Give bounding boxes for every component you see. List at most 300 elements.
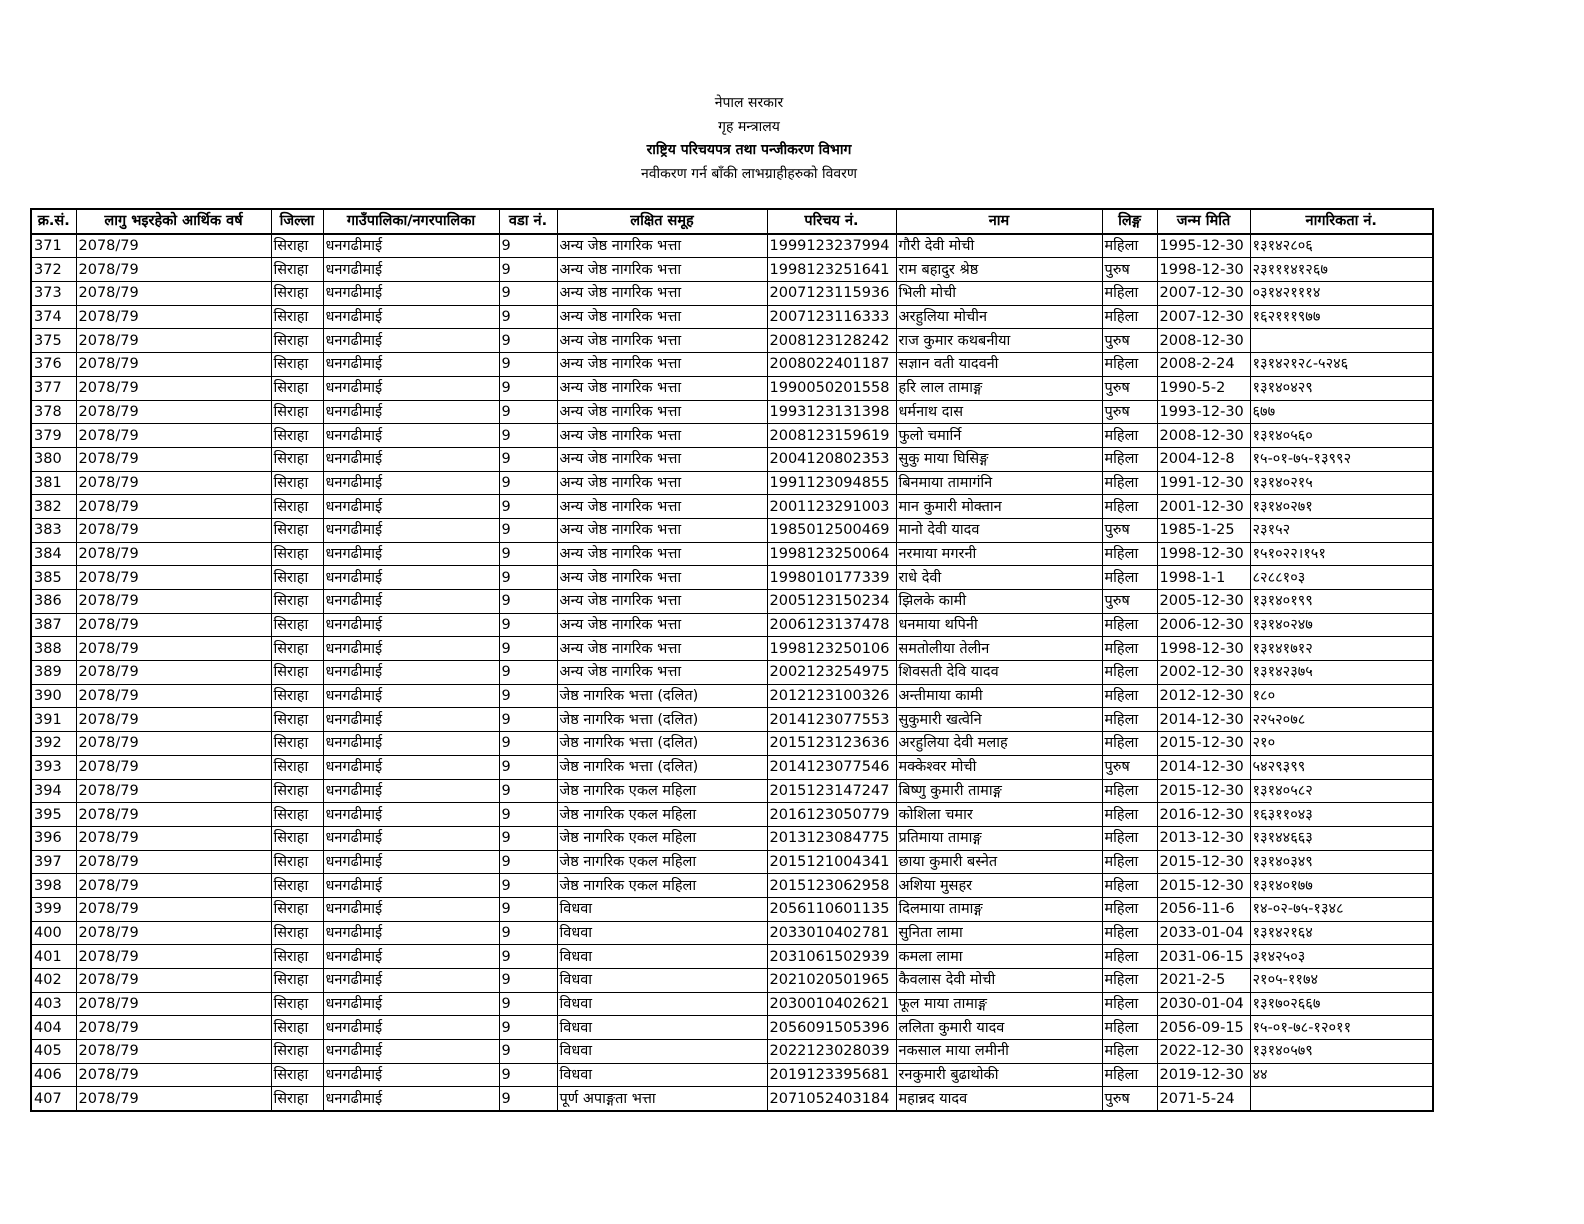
name-cell: धनमाया थपिनी	[896, 613, 1102, 637]
municipality-cell: धनगढीमाई	[323, 637, 499, 661]
name-cell: राम बहादुर श्रेष्ठ	[896, 258, 1102, 282]
ward-cell: 9	[499, 542, 557, 566]
ward-cell: 9	[499, 992, 557, 1016]
fiscal-year-cell: 2078/79	[76, 282, 271, 306]
ward-cell: 9	[499, 874, 557, 898]
fiscal-year-cell: 2078/79	[76, 826, 271, 850]
fiscal-year-cell: 2078/79	[76, 258, 271, 282]
citizenship-cell: १३१४२१६४	[1250, 921, 1433, 945]
table-row	[31, 850, 1433, 874]
target-group-cell: विधवा	[557, 921, 767, 945]
table-row	[31, 542, 1433, 566]
target-group-cell: अन्य जेष्ठ नागरिक भत्ता	[557, 258, 767, 282]
birth-date-cell: 1991-12-30	[1157, 471, 1250, 495]
ward-cell: 9	[499, 708, 557, 732]
ward-cell: 9	[499, 921, 557, 945]
municipality-cell: धनगढीमाई	[323, 1040, 499, 1064]
table-row	[31, 424, 1433, 448]
ward-cell: 9	[499, 969, 557, 993]
column-header: नागरिकता नं.	[1250, 209, 1433, 234]
gender-cell: महिला	[1102, 234, 1157, 258]
municipality-cell: धनगढीमाई	[323, 1063, 499, 1087]
table-row	[31, 969, 1433, 993]
beneficiary-table	[30, 208, 1434, 1112]
gender-cell: महिला	[1102, 1063, 1157, 1087]
municipality-cell: धनगढीमाई	[323, 661, 499, 685]
ward-cell: 9	[499, 234, 557, 258]
column-header: लागु भइरहेको आर्थिक वर्ष	[76, 209, 271, 234]
table-header-row	[31, 209, 1433, 234]
name-cell: छाया कुमारी बस्नेत	[896, 850, 1102, 874]
table-row	[31, 258, 1433, 282]
municipality-cell: धनगढीमाई	[323, 708, 499, 732]
target-group-cell: विधवा	[557, 945, 767, 969]
table-row	[31, 234, 1433, 258]
table-row	[31, 305, 1433, 329]
column-header: नाम	[896, 209, 1102, 234]
target-group-cell: अन्य जेष्ठ नागरिक भत्ता	[557, 590, 767, 614]
district-cell: सिराहा	[271, 424, 323, 448]
table-row	[31, 1040, 1433, 1064]
citizenship-cell: १३१४०२१५	[1250, 471, 1433, 495]
name-cell: नकसाल माया लमीनी	[896, 1040, 1102, 1064]
district-cell: सिराहा	[271, 282, 323, 306]
target-group-cell: अन्य जेष्ठ नागरिक भत्ता	[557, 447, 767, 471]
fiscal-year-cell: 2078/79	[76, 590, 271, 614]
gender-cell: महिला	[1102, 945, 1157, 969]
serial-cell: 386	[31, 590, 76, 614]
fiscal-year-cell: 2078/79	[76, 803, 271, 827]
id-number-cell: 1993123131398	[767, 400, 896, 424]
district-cell: सिराहा	[271, 613, 323, 637]
birth-date-cell: 2015-12-30	[1157, 850, 1250, 874]
citizenship-cell: १३१४०१९९	[1250, 590, 1433, 614]
citizenship-cell: १३१४०५६०	[1250, 424, 1433, 448]
birth-date-cell: 2007-12-30	[1157, 282, 1250, 306]
id-number-cell: 1998123250064	[767, 542, 896, 566]
serial-cell: 374	[31, 305, 76, 329]
target-group-cell: विधवा	[557, 1016, 767, 1040]
district-cell: सिराहा	[271, 329, 323, 353]
column-header: लिङ्ग	[1102, 209, 1157, 234]
target-group-cell: अन्य जेष्ठ नागरिक भत्ता	[557, 305, 767, 329]
citizenship-cell: १३१४०१७७	[1250, 874, 1433, 898]
municipality-cell: धनगढीमाई	[323, 684, 499, 708]
ward-cell: 9	[499, 400, 557, 424]
name-cell: सुकु माया घिसिङ्ग	[896, 447, 1102, 471]
fiscal-year-cell: 2078/79	[76, 661, 271, 685]
ward-cell: 9	[499, 305, 557, 329]
birth-date-cell: 1993-12-30	[1157, 400, 1250, 424]
fiscal-year-cell: 2078/79	[76, 1063, 271, 1087]
name-cell: अरहुलिया मोचीन	[896, 305, 1102, 329]
target-group-cell: जेष्ठ नागरिक भत्ता (दलित)	[557, 708, 767, 732]
district-cell: सिराहा	[271, 495, 323, 519]
target-group-cell: अन्य जेष्ठ नागरिक भत्ता	[557, 424, 767, 448]
fiscal-year-cell: 2078/79	[76, 424, 271, 448]
id-number-cell: 1998010177339	[767, 566, 896, 590]
ward-cell: 9	[499, 755, 557, 779]
ward-cell: 9	[499, 684, 557, 708]
ward-cell: 9	[499, 779, 557, 803]
birth-date-cell: 2006-12-30	[1157, 613, 1250, 637]
municipality-cell: धनगढीमाई	[323, 424, 499, 448]
citizenship-cell	[1250, 329, 1433, 353]
id-number-cell: 2008022401187	[767, 353, 896, 377]
municipality-cell: धनगढीमाई	[323, 447, 499, 471]
district-cell: सिराहा	[271, 353, 323, 377]
gender-cell: महिला	[1102, 969, 1157, 993]
serial-cell: 381	[31, 471, 76, 495]
table-row	[31, 1063, 1433, 1087]
district-cell: सिराहा	[271, 1016, 323, 1040]
fiscal-year-cell: 2078/79	[76, 1087, 271, 1111]
gender-cell: पुरुष	[1102, 755, 1157, 779]
table-row	[31, 518, 1433, 542]
id-number-cell: 2008123159619	[767, 424, 896, 448]
id-number-cell: 2001123291003	[767, 495, 896, 519]
municipality-cell: धनगढीमाई	[323, 803, 499, 827]
district-cell: सिराहा	[271, 1040, 323, 1064]
gender-cell: पुरुष	[1102, 258, 1157, 282]
serial-cell: 376	[31, 353, 76, 377]
citizenship-cell: १३१४०३४९	[1250, 850, 1433, 874]
serial-cell: 372	[31, 258, 76, 282]
birth-date-cell: 2007-12-30	[1157, 305, 1250, 329]
citizenship-cell: १३१४१७१२	[1250, 637, 1433, 661]
district-cell: सिराहा	[271, 803, 323, 827]
name-cell: फूल माया तामाङ्ग	[896, 992, 1102, 1016]
ward-cell: 9	[499, 732, 557, 756]
serial-cell: 387	[31, 613, 76, 637]
target-group-cell: अन्य जेष्ठ नागरिक भत्ता	[557, 542, 767, 566]
gender-cell: महिला	[1102, 447, 1157, 471]
column-header: वडा नं.	[499, 209, 557, 234]
ward-cell: 9	[499, 803, 557, 827]
district-cell: सिराहा	[271, 400, 323, 424]
gender-cell: महिला	[1102, 732, 1157, 756]
gender-cell: पुरुष	[1102, 1087, 1157, 1111]
column-header: गाउँपालिका/नगरपालिका	[323, 209, 499, 234]
fiscal-year-cell: 2078/79	[76, 897, 271, 921]
fiscal-year-cell: 2078/79	[76, 708, 271, 732]
ward-cell: 9	[499, 826, 557, 850]
fiscal-year-cell: 2078/79	[76, 234, 271, 258]
citizenship-cell: १३१७०२६६७	[1250, 992, 1433, 1016]
header-government: नेपाल सरकार	[714, 95, 784, 111]
name-cell: शिवसती देवि यादव	[896, 661, 1102, 685]
district-cell: सिराहा	[271, 897, 323, 921]
fiscal-year-cell: 2078/79	[76, 495, 271, 519]
id-number-cell: 2022123028039	[767, 1040, 896, 1064]
table-row	[31, 1016, 1433, 1040]
id-number-cell: 2016123050779	[767, 803, 896, 827]
gender-cell: पुरुष	[1102, 590, 1157, 614]
document-header	[560, 92, 938, 186]
serial-cell: 377	[31, 376, 76, 400]
citizenship-cell: १६३११०४३	[1250, 803, 1433, 827]
birth-date-cell: 2015-12-30	[1157, 779, 1250, 803]
district-cell: सिराहा	[271, 258, 323, 282]
serial-cell: 390	[31, 684, 76, 708]
serial-cell: 385	[31, 566, 76, 590]
gender-cell: पुरुष	[1102, 329, 1157, 353]
citizenship-cell: १३१४०५७९	[1250, 1040, 1433, 1064]
ward-cell: 9	[499, 566, 557, 590]
fiscal-year-cell: 2078/79	[76, 850, 271, 874]
target-group-cell: विधवा	[557, 1063, 767, 1087]
district-cell: सिराहा	[271, 542, 323, 566]
target-group-cell: अन्य जेष्ठ नागरिक भत्ता	[557, 376, 767, 400]
municipality-cell: धनगढीमाई	[323, 282, 499, 306]
target-group-cell: जेष्ठ नागरिक एकल महिला	[557, 850, 767, 874]
id-number-cell: 2006123137478	[767, 613, 896, 637]
table-row	[31, 921, 1433, 945]
ward-cell: 9	[499, 329, 557, 353]
municipality-cell: धनगढीमाई	[323, 1087, 499, 1111]
id-number-cell: 2013123084775	[767, 826, 896, 850]
name-cell: मान कुमारी मोक्तान	[896, 495, 1102, 519]
target-group-cell: अन्य जेष्ठ नागरिक भत्ता	[557, 282, 767, 306]
citizenship-cell: १८०	[1250, 684, 1433, 708]
table-row	[31, 400, 1433, 424]
district-cell: सिराहा	[271, 566, 323, 590]
serial-cell: 391	[31, 708, 76, 732]
table-row	[31, 661, 1433, 685]
citizenship-cell: १३१४२८०६	[1250, 234, 1433, 258]
target-group-cell: अन्य जेष्ठ नागरिक भत्ता	[557, 637, 767, 661]
column-header: जन्म मिति	[1157, 209, 1250, 234]
citizenship-cell: १५-०१-७८-१२०११	[1250, 1016, 1433, 1040]
table-row	[31, 590, 1433, 614]
birth-date-cell: 1990-5-2	[1157, 376, 1250, 400]
citizenship-cell: ८२८८१०३	[1250, 566, 1433, 590]
birth-date-cell: 2004-12-8	[1157, 447, 1250, 471]
birth-date-cell: 2021-2-5	[1157, 969, 1250, 993]
fiscal-year-cell: 2078/79	[76, 874, 271, 898]
target-group-cell: विधवा	[557, 1040, 767, 1064]
id-number-cell: 2056091505396	[767, 1016, 896, 1040]
district-cell: सिराहा	[271, 755, 323, 779]
id-number-cell: 2004120802353	[767, 447, 896, 471]
id-number-cell: 2021020501965	[767, 969, 896, 993]
citizenship-cell: २३१५२	[1250, 518, 1433, 542]
target-group-cell: अन्य जेष्ठ नागरिक भत्ता	[557, 661, 767, 685]
table-row	[31, 874, 1433, 898]
district-cell: सिराहा	[271, 1087, 323, 1111]
ward-cell: 9	[499, 376, 557, 400]
gender-cell: महिला	[1102, 850, 1157, 874]
serial-cell: 394	[31, 779, 76, 803]
district-cell: सिराहा	[271, 874, 323, 898]
name-cell: मानो देवी यादव	[896, 518, 1102, 542]
table-row	[31, 282, 1433, 306]
target-group-cell: अन्य जेष्ठ नागरिक भत्ता	[557, 566, 767, 590]
fiscal-year-cell: 2078/79	[76, 376, 271, 400]
id-number-cell: 1991123094855	[767, 471, 896, 495]
birth-date-cell: 2056-11-6	[1157, 897, 1250, 921]
municipality-cell: धनगढीमाई	[323, 779, 499, 803]
district-cell: सिराहा	[271, 684, 323, 708]
serial-cell: 382	[31, 495, 76, 519]
gender-cell: महिला	[1102, 613, 1157, 637]
target-group-cell: जेष्ठ नागरिक एकल महिला	[557, 826, 767, 850]
id-number-cell: 2012123100326	[767, 684, 896, 708]
serial-cell: 396	[31, 826, 76, 850]
table-row	[31, 353, 1433, 377]
target-group-cell: जेष्ठ नागरिक एकल महिला	[557, 803, 767, 827]
id-number-cell: 2015121004341	[767, 850, 896, 874]
municipality-cell: धनगढीमाई	[323, 969, 499, 993]
birth-date-cell: 2008-12-30	[1157, 424, 1250, 448]
name-cell: अरहुलिया देवी मलाह	[896, 732, 1102, 756]
district-cell: सिराहा	[271, 661, 323, 685]
citizenship-cell: १५१०२२।१५१	[1250, 542, 1433, 566]
citizenship-cell: १३१४२३७५	[1250, 661, 1433, 685]
target-group-cell: जेष्ठ नागरिक एकल महिला	[557, 874, 767, 898]
id-number-cell: 1998123250106	[767, 637, 896, 661]
fiscal-year-cell: 2078/79	[76, 329, 271, 353]
gender-cell: महिला	[1102, 779, 1157, 803]
id-number-cell: 1985012500469	[767, 518, 896, 542]
target-group-cell: विधवा	[557, 992, 767, 1016]
birth-date-cell: 2031-06-15	[1157, 945, 1250, 969]
serial-cell: 398	[31, 874, 76, 898]
citizenship-cell: २२५२०७८	[1250, 708, 1433, 732]
column-header: जिल्ला	[271, 209, 323, 234]
serial-cell: 407	[31, 1087, 76, 1111]
citizenship-cell: १३१४४६६३	[1250, 826, 1433, 850]
fiscal-year-cell: 2078/79	[76, 637, 271, 661]
gender-cell: महिला	[1102, 471, 1157, 495]
birth-date-cell: 2012-12-30	[1157, 684, 1250, 708]
table-body	[31, 234, 1433, 1111]
name-cell: राज कुमार कथबनीया	[896, 329, 1102, 353]
birth-date-cell: 2008-12-30	[1157, 329, 1250, 353]
municipality-cell: धनगढीमाई	[323, 921, 499, 945]
district-cell: सिराहा	[271, 1063, 323, 1087]
table-row	[31, 992, 1433, 1016]
table-row	[31, 447, 1433, 471]
name-cell: राधे देवी	[896, 566, 1102, 590]
municipality-cell: धनगढीमाई	[323, 305, 499, 329]
fiscal-year-cell: 2078/79	[76, 945, 271, 969]
name-cell: धर्मनाथ दास	[896, 400, 1102, 424]
table-row	[31, 732, 1433, 756]
municipality-cell: धनगढीमाई	[323, 826, 499, 850]
gender-cell: महिला	[1102, 826, 1157, 850]
ward-cell: 9	[499, 424, 557, 448]
table-row	[31, 495, 1433, 519]
citizenship-cell: १६२१११९७७	[1250, 305, 1433, 329]
header-department: राष्ट्रिय परिचयपत्र तथा पन्जीकरण विभाग	[646, 142, 852, 158]
citizenship-cell: १३१४०२४७	[1250, 613, 1433, 637]
id-number-cell: 2014123077553	[767, 708, 896, 732]
serial-cell: 404	[31, 1016, 76, 1040]
ward-cell: 9	[499, 613, 557, 637]
municipality-cell: धनगढीमाई	[323, 732, 499, 756]
id-number-cell: 2030010402621	[767, 992, 896, 1016]
id-number-cell: 2007123115936	[767, 282, 896, 306]
fiscal-year-cell: 2078/79	[76, 969, 271, 993]
name-cell: प्रतिमाया तामाङ्ग	[896, 826, 1102, 850]
table-row	[31, 329, 1433, 353]
serial-cell: 389	[31, 661, 76, 685]
serial-cell: 378	[31, 400, 76, 424]
fiscal-year-cell: 2078/79	[76, 779, 271, 803]
birth-date-cell: 2056-09-15	[1157, 1016, 1250, 1040]
citizenship-cell: २३१११४१२६७	[1250, 258, 1433, 282]
ward-cell: 9	[499, 518, 557, 542]
citizenship-cell: ३१४२५०३	[1250, 945, 1433, 969]
id-number-cell: 2002123254975	[767, 661, 896, 685]
serial-cell: 384	[31, 542, 76, 566]
municipality-cell: धनगढीमाई	[323, 329, 499, 353]
target-group-cell: अन्य जेष्ठ नागरिक भत्ता	[557, 234, 767, 258]
district-cell: सिराहा	[271, 779, 323, 803]
fiscal-year-cell: 2078/79	[76, 305, 271, 329]
name-cell: ललिता कुमारी यादव	[896, 1016, 1102, 1040]
citizenship-cell: ६७७	[1250, 400, 1433, 424]
name-cell: कैवलास देवी मोची	[896, 969, 1102, 993]
name-cell: कोशिला चमार	[896, 803, 1102, 827]
citizenship-cell: २१०५-११७४	[1250, 969, 1433, 993]
birth-date-cell: 2013-12-30	[1157, 826, 1250, 850]
serial-cell: 393	[31, 755, 76, 779]
district-cell: सिराहा	[271, 590, 323, 614]
serial-cell: 401	[31, 945, 76, 969]
serial-cell: 375	[31, 329, 76, 353]
column-header: क्र.सं.	[31, 209, 76, 234]
ward-cell: 9	[499, 1063, 557, 1087]
ward-cell: 9	[499, 1087, 557, 1111]
gender-cell: महिला	[1102, 353, 1157, 377]
table-row	[31, 708, 1433, 732]
target-group-cell: पूर्ण अपाङ्गता भत्ता	[557, 1087, 767, 1111]
birth-date-cell: 2030-01-04	[1157, 992, 1250, 1016]
gender-cell: पुरुष	[1102, 400, 1157, 424]
name-cell: झिलके कामी	[896, 590, 1102, 614]
birth-date-cell: 2001-12-30	[1157, 495, 1250, 519]
serial-cell: 403	[31, 992, 76, 1016]
target-group-cell: अन्य जेष्ठ नागरिक भत्ता	[557, 329, 767, 353]
municipality-cell: धनगढीमाई	[323, 258, 499, 282]
municipality-cell: धनगढीमाई	[323, 518, 499, 542]
header-ministry: गृह मन्त्रालय	[718, 118, 780, 135]
table-row	[31, 566, 1433, 590]
district-cell: सिराहा	[271, 921, 323, 945]
id-number-cell: 2005123150234	[767, 590, 896, 614]
birth-date-cell: 1998-12-30	[1157, 637, 1250, 661]
birth-date-cell: 2019-12-30	[1157, 1063, 1250, 1087]
fiscal-year-cell: 2078/79	[76, 992, 271, 1016]
municipality-cell: धनगढीमाई	[323, 897, 499, 921]
gender-cell: महिला	[1102, 921, 1157, 945]
target-group-cell: विधवा	[557, 897, 767, 921]
serial-cell: 379	[31, 424, 76, 448]
name-cell: अशिया मुसहर	[896, 874, 1102, 898]
gender-cell: महिला	[1102, 992, 1157, 1016]
fiscal-year-cell: 2078/79	[76, 400, 271, 424]
birth-date-cell: 2005-12-30	[1157, 590, 1250, 614]
table-row	[31, 826, 1433, 850]
fiscal-year-cell: 2078/79	[76, 755, 271, 779]
id-number-cell: 2015123123636	[767, 732, 896, 756]
citizenship-cell: ४४	[1250, 1063, 1433, 1087]
district-cell: सिराहा	[271, 234, 323, 258]
name-cell: महान्नद यादव	[896, 1087, 1102, 1111]
district-cell: सिराहा	[271, 945, 323, 969]
